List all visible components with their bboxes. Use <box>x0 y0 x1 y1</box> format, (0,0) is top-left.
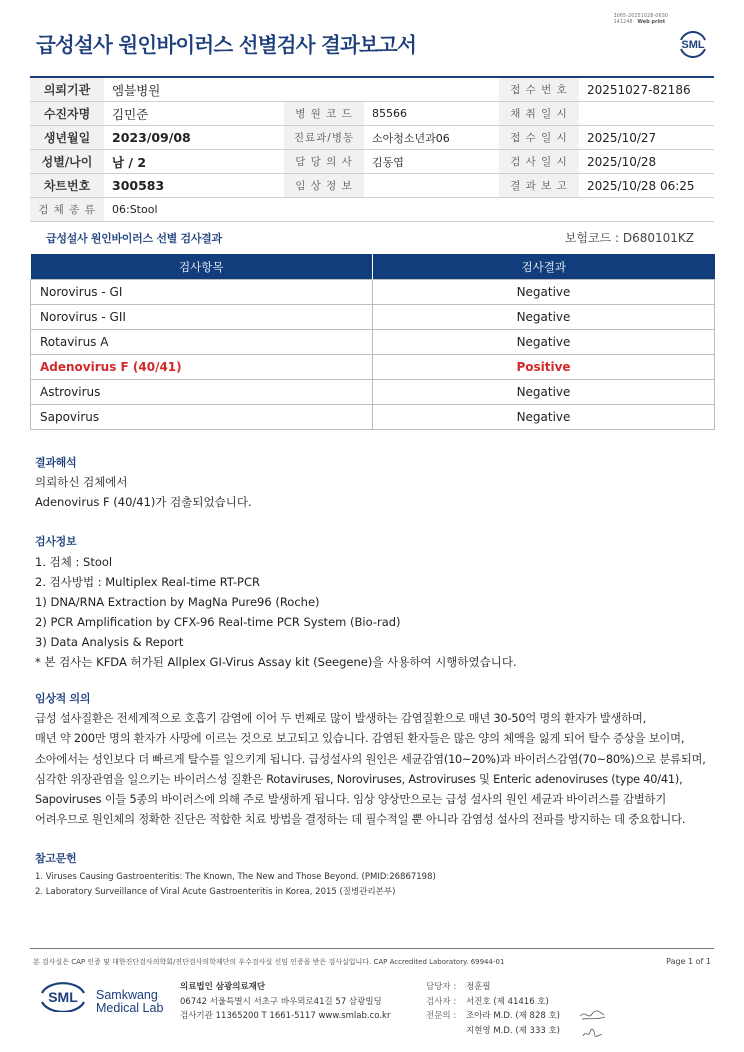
specimen-value: 06:Stool <box>104 198 714 222</box>
info-value: 엠블병원 <box>104 77 284 102</box>
info-row <box>30 174 714 198</box>
specimen-row <box>30 198 714 222</box>
info-label: 차트번호 <box>30 174 104 198</box>
test-item-name: Astrovirus <box>31 380 373 405</box>
interpretation-line1: 의뢰하신 검체에서 <box>35 475 128 489</box>
info-label: 검 사 일 시 <box>499 150 579 174</box>
report-code-line1: 3065-20251028-0630 <box>613 13 668 19</box>
test-info-heading: 검사정보 <box>35 535 77 548</box>
info-value <box>364 174 499 198</box>
info-value <box>579 102 714 126</box>
references-heading: 참고문헌 <box>35 852 77 865</box>
col-header-result: 검사결과 <box>373 254 715 280</box>
interpretation-heading: 결과해석 <box>35 456 77 469</box>
test-result-value: Negative <box>373 280 715 305</box>
results-table <box>30 254 715 430</box>
info-label: 수진자명 <box>30 102 104 126</box>
info-label: 의뢰기관 <box>30 77 104 102</box>
interpretation-text <box>35 472 252 512</box>
clinical-line: 어려우므로 원인체의 정확한 진단은 적합한 치료 방법을 결정하는 데 필수적일 뿐 아니라 감염성 설사의 전파를 방지하는 데 중요합니다. <box>35 813 686 827</box>
patient-info-table <box>30 76 714 222</box>
test-result-value: Negative <box>373 305 715 330</box>
organization-address: 06742 서울특별시 서초구 바우뫼로41길 57 삼광빌딩 <box>180 996 382 1007</box>
info-row <box>30 126 714 150</box>
references-list <box>35 870 436 900</box>
staff-row <box>426 980 560 995</box>
organization-contact: 검사기관 11365200 T 1661-5117 www.smlab.co.kr <box>180 1011 391 1021</box>
staff-row <box>426 1024 560 1039</box>
info-value: 김동엽 <box>364 150 499 174</box>
info-label: 임 상 정 보 <box>284 174 364 198</box>
footer-divider <box>30 948 714 949</box>
clinical-line: 소아에서는 성인보다 더 빠르게 탈수를 일으키게 됩니다. 급성설사의 원인은 세균감염(10~20%)과 바이러스감염(70~80%)으로 분류되며, <box>35 752 706 766</box>
report-code-number: 141248 <box>613 19 633 25</box>
interpretation-line2: Adenovirus F (40/41)가 검출되었습니다. <box>35 495 252 509</box>
result-row <box>31 405 715 430</box>
info-value: 김민준 <box>104 102 284 126</box>
reference-item: 1. Viruses Causing Gastroenteritis: The Known, The New and Those Beyond. (PMID:26867198) <box>35 872 436 882</box>
info-value: 2023/09/08 <box>104 126 284 150</box>
organization-info <box>180 980 390 1024</box>
info-row <box>30 102 714 126</box>
staff-label: 검사자 : <box>426 996 457 1007</box>
result-row <box>31 355 715 380</box>
info-label: 접 수 일 시 <box>499 126 579 150</box>
report-code <box>613 13 668 25</box>
web-print-label: Web print <box>637 19 666 25</box>
test-result-value: Negative <box>373 330 715 355</box>
info-label: 진료과/병동 <box>284 126 364 150</box>
clinical-heading: 임상적 의의 <box>35 692 91 705</box>
result-row <box>31 330 715 355</box>
test-info-line: 2. 검사방법 : Multiplex Real-time RT-PCR <box>35 575 260 589</box>
clinical-line: 심각한 위장관염을 일으키는 바이러스성 질환은 Rotaviruses, Noroviruses, Astroviruses 및 Enteric adenoviruses (type 40/41), <box>35 772 683 786</box>
test-result-value: Negative <box>373 405 715 430</box>
sml-logo-text: SML <box>681 39 705 51</box>
col-header-item: 검사항목 <box>31 254 373 280</box>
info-label: 담 당 의 사 <box>284 150 364 174</box>
info-label: 결 과 보 고 <box>499 174 579 198</box>
staff-name: 정훈필 <box>466 982 491 992</box>
info-label: 접 수 번 호 <box>499 77 579 102</box>
test-info-list <box>35 552 517 672</box>
info-value: 2025/10/27 <box>579 126 714 150</box>
info-value: 20251027-82186 <box>579 77 714 102</box>
test-item-name: Adenovirus F (40/41) <box>31 355 373 380</box>
wordmark-line2: Medical Lab <box>96 1001 164 1015</box>
sml-logo-icon <box>676 27 710 61</box>
signature-icon <box>578 1008 608 1042</box>
info-row <box>30 77 714 102</box>
info-value: 300583 <box>104 174 284 198</box>
organization-name: 의료법인 삼광의료재단 <box>180 982 266 992</box>
test-result-value: Negative <box>373 380 715 405</box>
info-row <box>30 150 714 174</box>
test-info-line: 2) PCR Amplification by CFX-96 Real-time PCR System (Bio-rad) <box>35 615 401 629</box>
result-row <box>31 280 715 305</box>
test-item-name: Rotavirus A <box>31 330 373 355</box>
info-label: 생년월일 <box>30 126 104 150</box>
info-value: 2025/10/28 <box>579 150 714 174</box>
info-value: 85566 <box>364 102 499 126</box>
info-value: 2025/10/28 06:25 <box>579 174 714 198</box>
samkwang-logo-icon <box>38 982 88 1012</box>
test-info-line: 1) DNA/RNA Extraction by MagNa Pure96 (Roche) <box>35 595 320 609</box>
info-value: 소아청소년과06 <box>364 126 499 150</box>
insurance-code: 보험코드 : D680101KZ <box>564 231 694 245</box>
page-number: Page 1 of 1 <box>666 957 711 966</box>
results-header-row <box>31 254 715 280</box>
info-value: 남 / 2 <box>104 150 284 174</box>
staff-list <box>426 980 560 1038</box>
staff-name: 서진호 (제 41416 호) <box>466 996 549 1007</box>
specimen-label: 검 체 종 류 <box>30 198 104 222</box>
test-item-name: Sapovirus <box>31 405 373 430</box>
samkwang-logo-text: SML <box>48 989 78 1005</box>
staff-row <box>426 1009 560 1024</box>
clinical-line: 매년 약 200만 명의 환자가 사망에 이르는 것으로 보고되고 있습니다. 감염된 환자들은 많은 양의 체액을 잃게 되어 탈수 증상을 보이며, <box>35 732 685 746</box>
info-label: 병 원 코 드 <box>284 102 364 126</box>
info-label: 성별/나이 <box>30 150 104 174</box>
reference-item: 2. Laboratory Surveillance of Viral Acute Gastroenteritis in Korea, 2015 (질병관리본부) <box>35 887 396 897</box>
info-label <box>284 77 364 102</box>
result-row <box>31 305 715 330</box>
samkwang-wordmark <box>96 989 163 1015</box>
results-section-title: 급성설사 원인바이러스 선별 검사결과 <box>46 232 222 245</box>
clinical-line: Sapoviruses 이들 5종의 바이러스에 의해 주로 발생하게 됩니다. 임상 양상만으로는 급성 설사의 원인 세균과 바이러스를 감별하기 <box>35 793 667 807</box>
test-item-name: Norovirus - GI <box>31 280 373 305</box>
staff-name: 지현영 M.D. (제 333 호) <box>466 1025 561 1036</box>
test-result-value: Positive <box>373 355 715 380</box>
test-item-name: Norovirus - GII <box>31 305 373 330</box>
test-info-line: 3) Data Analysis & Report <box>35 635 184 649</box>
info-label: 채 취 일 시 <box>499 102 579 126</box>
test-info-line: * 본 검사는 KFDA 허가된 Allplex GI-Virus Assay kit (Seegene)을 사용하여 시행하였습니다. <box>35 655 517 669</box>
result-row <box>31 380 715 405</box>
clinical-line: 급성 설사질환은 전세계적으로 호흡기 감염에 이어 두 번째로 많이 발생하는 감염질환으로 매년 30-50억 명의 환자가 발생하며, <box>35 712 647 725</box>
report-code-line2 <box>613 19 668 25</box>
wordmark-line1: Samkwang <box>96 988 158 1002</box>
staff-name: 조아라 M.D. (제 828 호) <box>466 1011 561 1021</box>
report-title: 급성설사 원인바이러스 선별검사 결과보고서 <box>36 33 417 57</box>
accreditation-note: 본 검사실은 CAP 인증 및 대한진단검사의학회/진단검사의학재단의 우수검사실 신임 인증을 받은 검사실입니다. CAP Accredited Laboratory. 69944-01 <box>33 958 505 966</box>
clinical-text <box>35 709 725 831</box>
staff-label: 담당자 : <box>426 982 457 992</box>
staff-row <box>426 995 560 1010</box>
info-value <box>364 77 499 102</box>
test-info-line: 1. 검체 : Stool <box>35 555 113 569</box>
staff-label: 전문의 : <box>426 1011 457 1021</box>
